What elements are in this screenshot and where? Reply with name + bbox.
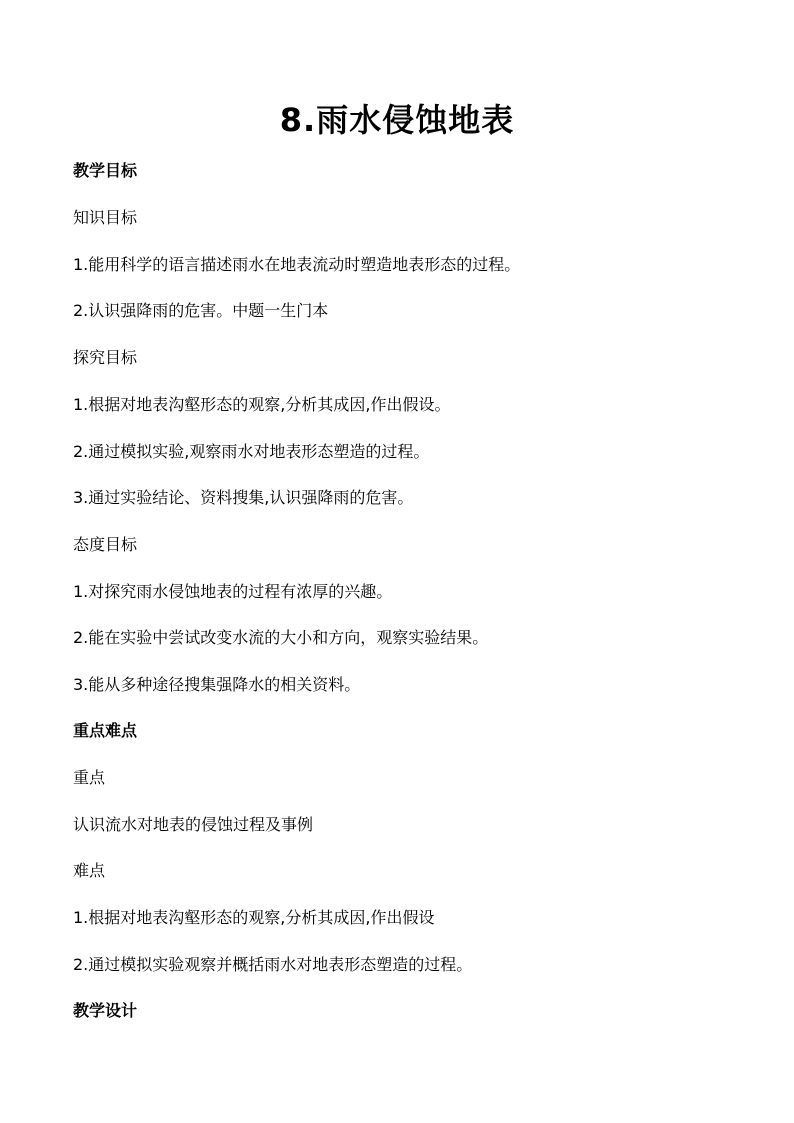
heading-teaching-design: 教学设计 [73, 1001, 138, 1020]
paragraph: 3.通过实验结论、资料搜集,认识强降雨的危害。 [73, 488, 414, 507]
subheading-knowledge-goals: 知识目标 [73, 208, 138, 227]
paragraph: 3.能从多种途径搜集强降水的相关资料。 [73, 675, 361, 694]
subheading-key-points: 重点 [73, 768, 106, 787]
paragraph: 1.根据对地表沟壑形态的观察,分析其成因,作出假设。 [73, 395, 451, 414]
heading-key-difficult-points: 重点难点 [73, 721, 138, 740]
subheading-difficult-points: 难点 [73, 861, 106, 880]
paragraph: 2.通过模拟实验观察并概括雨水对地表形态塑造的过程。 [73, 955, 473, 974]
document-title: 8.雨水侵蚀地表 [279, 101, 515, 139]
paragraph: 1.能用科学的语言描述雨水在地表流动时塑造地表形态的过程。 [73, 255, 521, 274]
paragraph: 认识流水对地表的侵蚀过程及事例 [73, 815, 314, 834]
subheading-inquiry-goals: 探究目标 [73, 348, 138, 367]
paragraph: 1.对探究雨水侵蚀地表的过程有浓厚的兴趣。 [73, 582, 393, 601]
subheading-attitude-goals: 态度目标 [73, 535, 138, 554]
paragraph: 2.认识强降雨的危害。中题一生门本 [73, 301, 329, 320]
paragraph: 1.根据对地表沟壑形态的观察,分析其成因,作出假设 [73, 908, 435, 927]
heading-teaching-goals: 教学目标 [73, 161, 138, 180]
paragraph: 2.能在实验中尝试改变水流的大小和方向，观察实验结果。 [73, 628, 489, 647]
paragraph: 2.通过模拟实验,观察雨水对地表形态塑造的过程。 [73, 442, 430, 461]
